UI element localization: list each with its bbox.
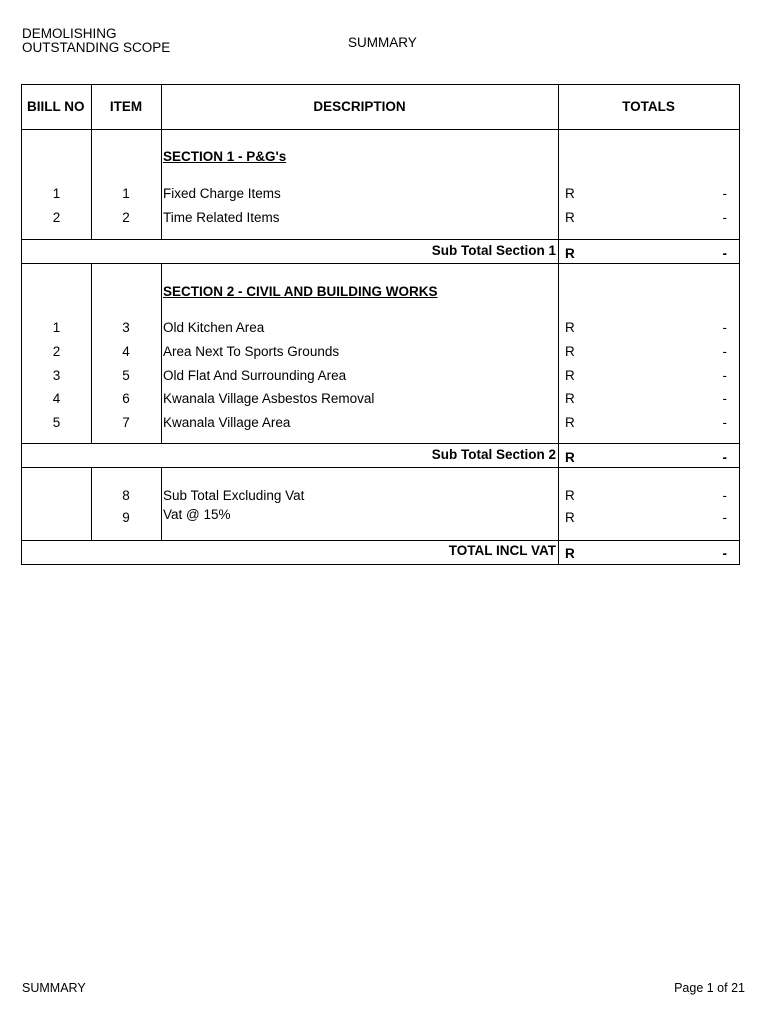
currency: R — [565, 186, 575, 201]
item-description: Area Next To Sports Grounds — [163, 344, 340, 359]
total-incl-vat-label: TOTAL INCL VAT — [448, 543, 556, 558]
total-incl-vat-value: - — [722, 546, 727, 561]
currency: R — [565, 210, 575, 225]
subtotal-section-1-currency: R — [565, 246, 575, 261]
subtotal-section-2-row — [22, 444, 739, 468]
section-2-title: SECTION 2 - CIVIL AND BUILDING WORKS — [163, 284, 438, 299]
subtotal-section-2-currency: R — [565, 450, 575, 465]
total-value: - — [722, 510, 727, 525]
footer-sheet-name: SUMMARY — [22, 981, 86, 995]
currency: R — [565, 391, 575, 406]
item-description: Fixed Charge Items — [163, 186, 281, 201]
section-2-body — [22, 264, 739, 444]
item-description: Time Related Items — [163, 210, 280, 225]
currency: R — [565, 488, 575, 503]
section-1-title: SECTION 1 - P&G's — [163, 149, 287, 164]
subtotal-section-2-value: - — [722, 450, 727, 465]
col-header-description: DESCRIPTION — [313, 99, 406, 114]
item-description: Old Kitchen Area — [163, 320, 265, 335]
item-description: Kwanala Village Asbestos Removal — [163, 391, 375, 406]
item-description: Sub Total Excluding Vat — [163, 488, 305, 503]
title-line-2: OUTSTANDING SCOPE — [22, 40, 171, 55]
subtotal-section-1-value: - — [722, 246, 727, 261]
bill-no: 1 — [52, 186, 61, 201]
table-header-row — [22, 85, 739, 130]
total-value: - — [722, 320, 727, 335]
total-value: - — [722, 210, 727, 225]
currency: R — [565, 510, 575, 525]
total-value: - — [722, 344, 727, 359]
subtotal-section-2-label: Sub Total Section 2 — [431, 447, 556, 462]
item-no: 9 — [122, 510, 130, 525]
footer-page-number: Page 1 of 21 — [674, 981, 745, 995]
col-header-item: ITEM — [109, 99, 143, 114]
total-incl-vat-row — [22, 541, 739, 564]
item-no: 5 — [122, 368, 130, 383]
bill-no: 3 — [52, 368, 61, 383]
subtotal-section-1-label: Sub Total Section 1 — [431, 243, 556, 258]
item-no: 6 — [122, 391, 130, 406]
item-no: 4 — [122, 344, 130, 359]
summary-table — [21, 84, 740, 565]
bill-no: 2 — [52, 344, 61, 359]
item-description: Old Flat And Surrounding Area — [163, 368, 347, 383]
item-no: 3 — [122, 320, 130, 335]
total-value: - — [722, 391, 727, 406]
sheet-title: SUMMARY — [348, 35, 417, 50]
bill-no: 1 — [52, 320, 61, 335]
col-header-totals: TOTALS — [622, 99, 675, 114]
currency: R — [565, 415, 575, 430]
item-no: 1 — [122, 186, 130, 201]
bill-no: 5 — [52, 415, 61, 430]
item-description: Kwanala Village Area — [163, 415, 291, 430]
item-no: 7 — [122, 415, 130, 430]
totals-body — [22, 468, 739, 541]
title-line-1: DEMOLISHING — [22, 26, 117, 41]
subtotal-section-1-row — [22, 240, 739, 264]
bill-no: 4 — [52, 391, 61, 406]
item-no: 8 — [122, 488, 130, 503]
section-1-body — [22, 130, 739, 240]
bill-no: 2 — [52, 210, 61, 225]
currency: R — [565, 320, 575, 335]
total-incl-vat-currency: R — [565, 546, 575, 561]
currency: R — [565, 368, 575, 383]
total-value: - — [722, 488, 727, 503]
total-value: - — [722, 368, 727, 383]
item-no: 2 — [122, 210, 130, 225]
document-title — [22, 27, 170, 55]
total-value: - — [722, 415, 727, 430]
item-description: Vat @ 15% — [163, 507, 231, 522]
currency: R — [565, 344, 575, 359]
col-header-bill-no: BIILL NO — [27, 99, 85, 114]
total-value: - — [722, 186, 727, 201]
